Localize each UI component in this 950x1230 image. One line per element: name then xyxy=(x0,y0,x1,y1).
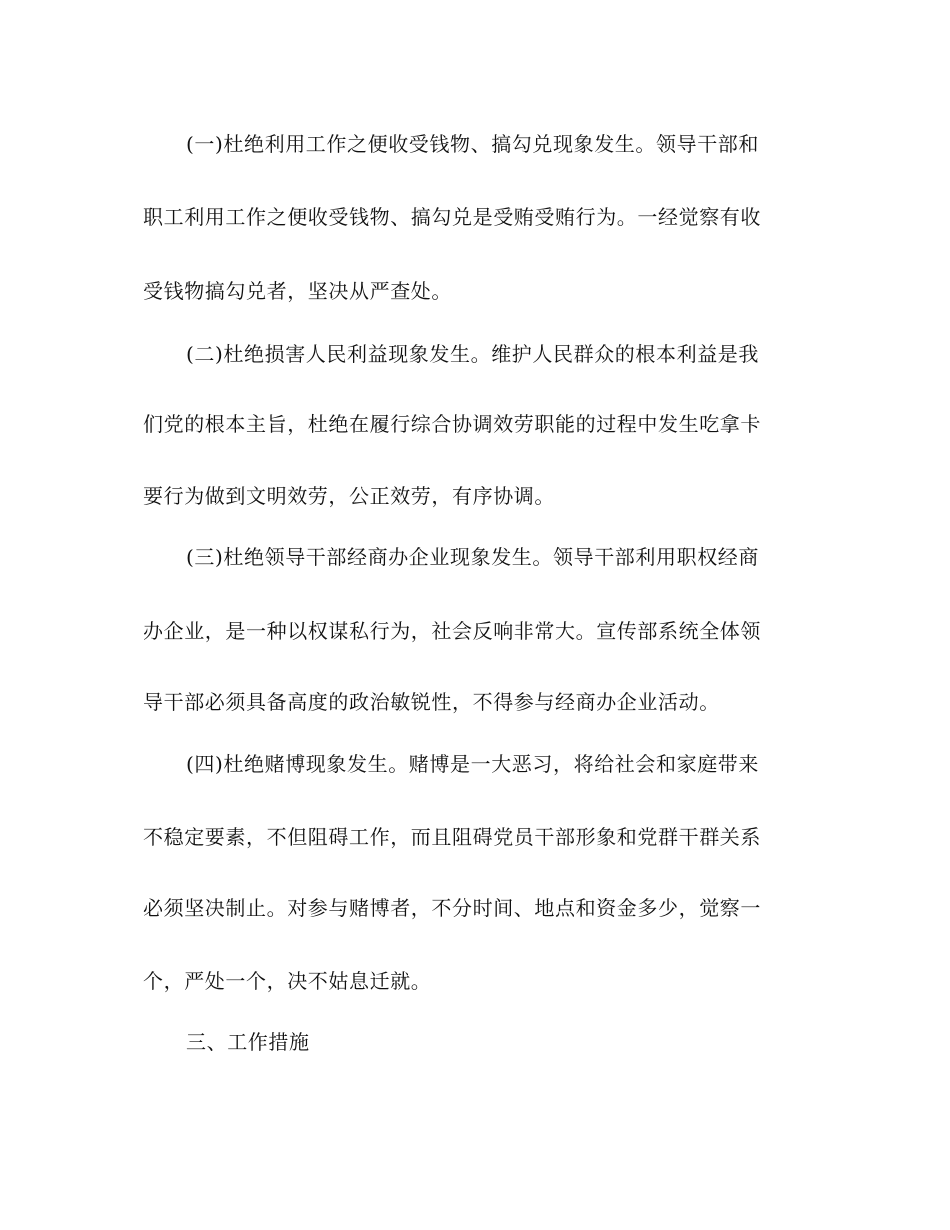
paragraph-1-line-1: (一)杜绝利用工作之便收受钱物、搞勾兑现象发生。领导干部和 xyxy=(186,132,760,156)
paragraph-1-line-2: 职工利用工作之便收受钱物、搞勾兑是受贿受贿行为。一经觉察有收 xyxy=(143,205,761,229)
paragraph-4-line-3: 必须坚决制止。对参与赌博者，不分时间、地点和资金多少，觉察一 xyxy=(143,896,761,920)
section-heading: 三、工作措施 xyxy=(186,1030,310,1054)
paragraph-2-line-1: (二)杜绝损害人民利益现象发生。维护人民群众的根本利益是我 xyxy=(186,342,760,366)
paragraph-2-line-2: 们党的根本主旨，杜绝在履行综合协调效劳职能的过程中发生吃拿卡 xyxy=(143,412,761,436)
paragraph-2-line-3: 要行为做到文明效劳，公正效劳，有序协调。 xyxy=(143,484,555,508)
paragraph-4-line-1: (四)杜绝赌博现象发生。赌博是一大恶习，将给社会和家庭带来 xyxy=(186,752,760,776)
paragraph-4-line-2: 不稳定要素，不但阻碍工作，而且阻碍党员干部形象和党群干群关系 xyxy=(143,825,761,849)
paragraph-4-line-4: 个，严处一个，决不姑息迁就。 xyxy=(143,969,432,993)
paragraph-3-line-2: 办企业，是一种以权谋私行为，社会反响非常大。宣传部系统全体领 xyxy=(143,619,761,643)
paragraph-1-line-3: 受钱物搞勾兑者，坚决从严查处。 xyxy=(143,279,452,303)
paragraph-3-line-3: 导干部必须具备高度的政治敏锐性，不得参与经商办企业活动。 xyxy=(143,690,720,714)
paragraph-3-line-1: (三)杜绝领导干部经商办企业现象发生。领导干部利用职权经商 xyxy=(186,545,760,569)
